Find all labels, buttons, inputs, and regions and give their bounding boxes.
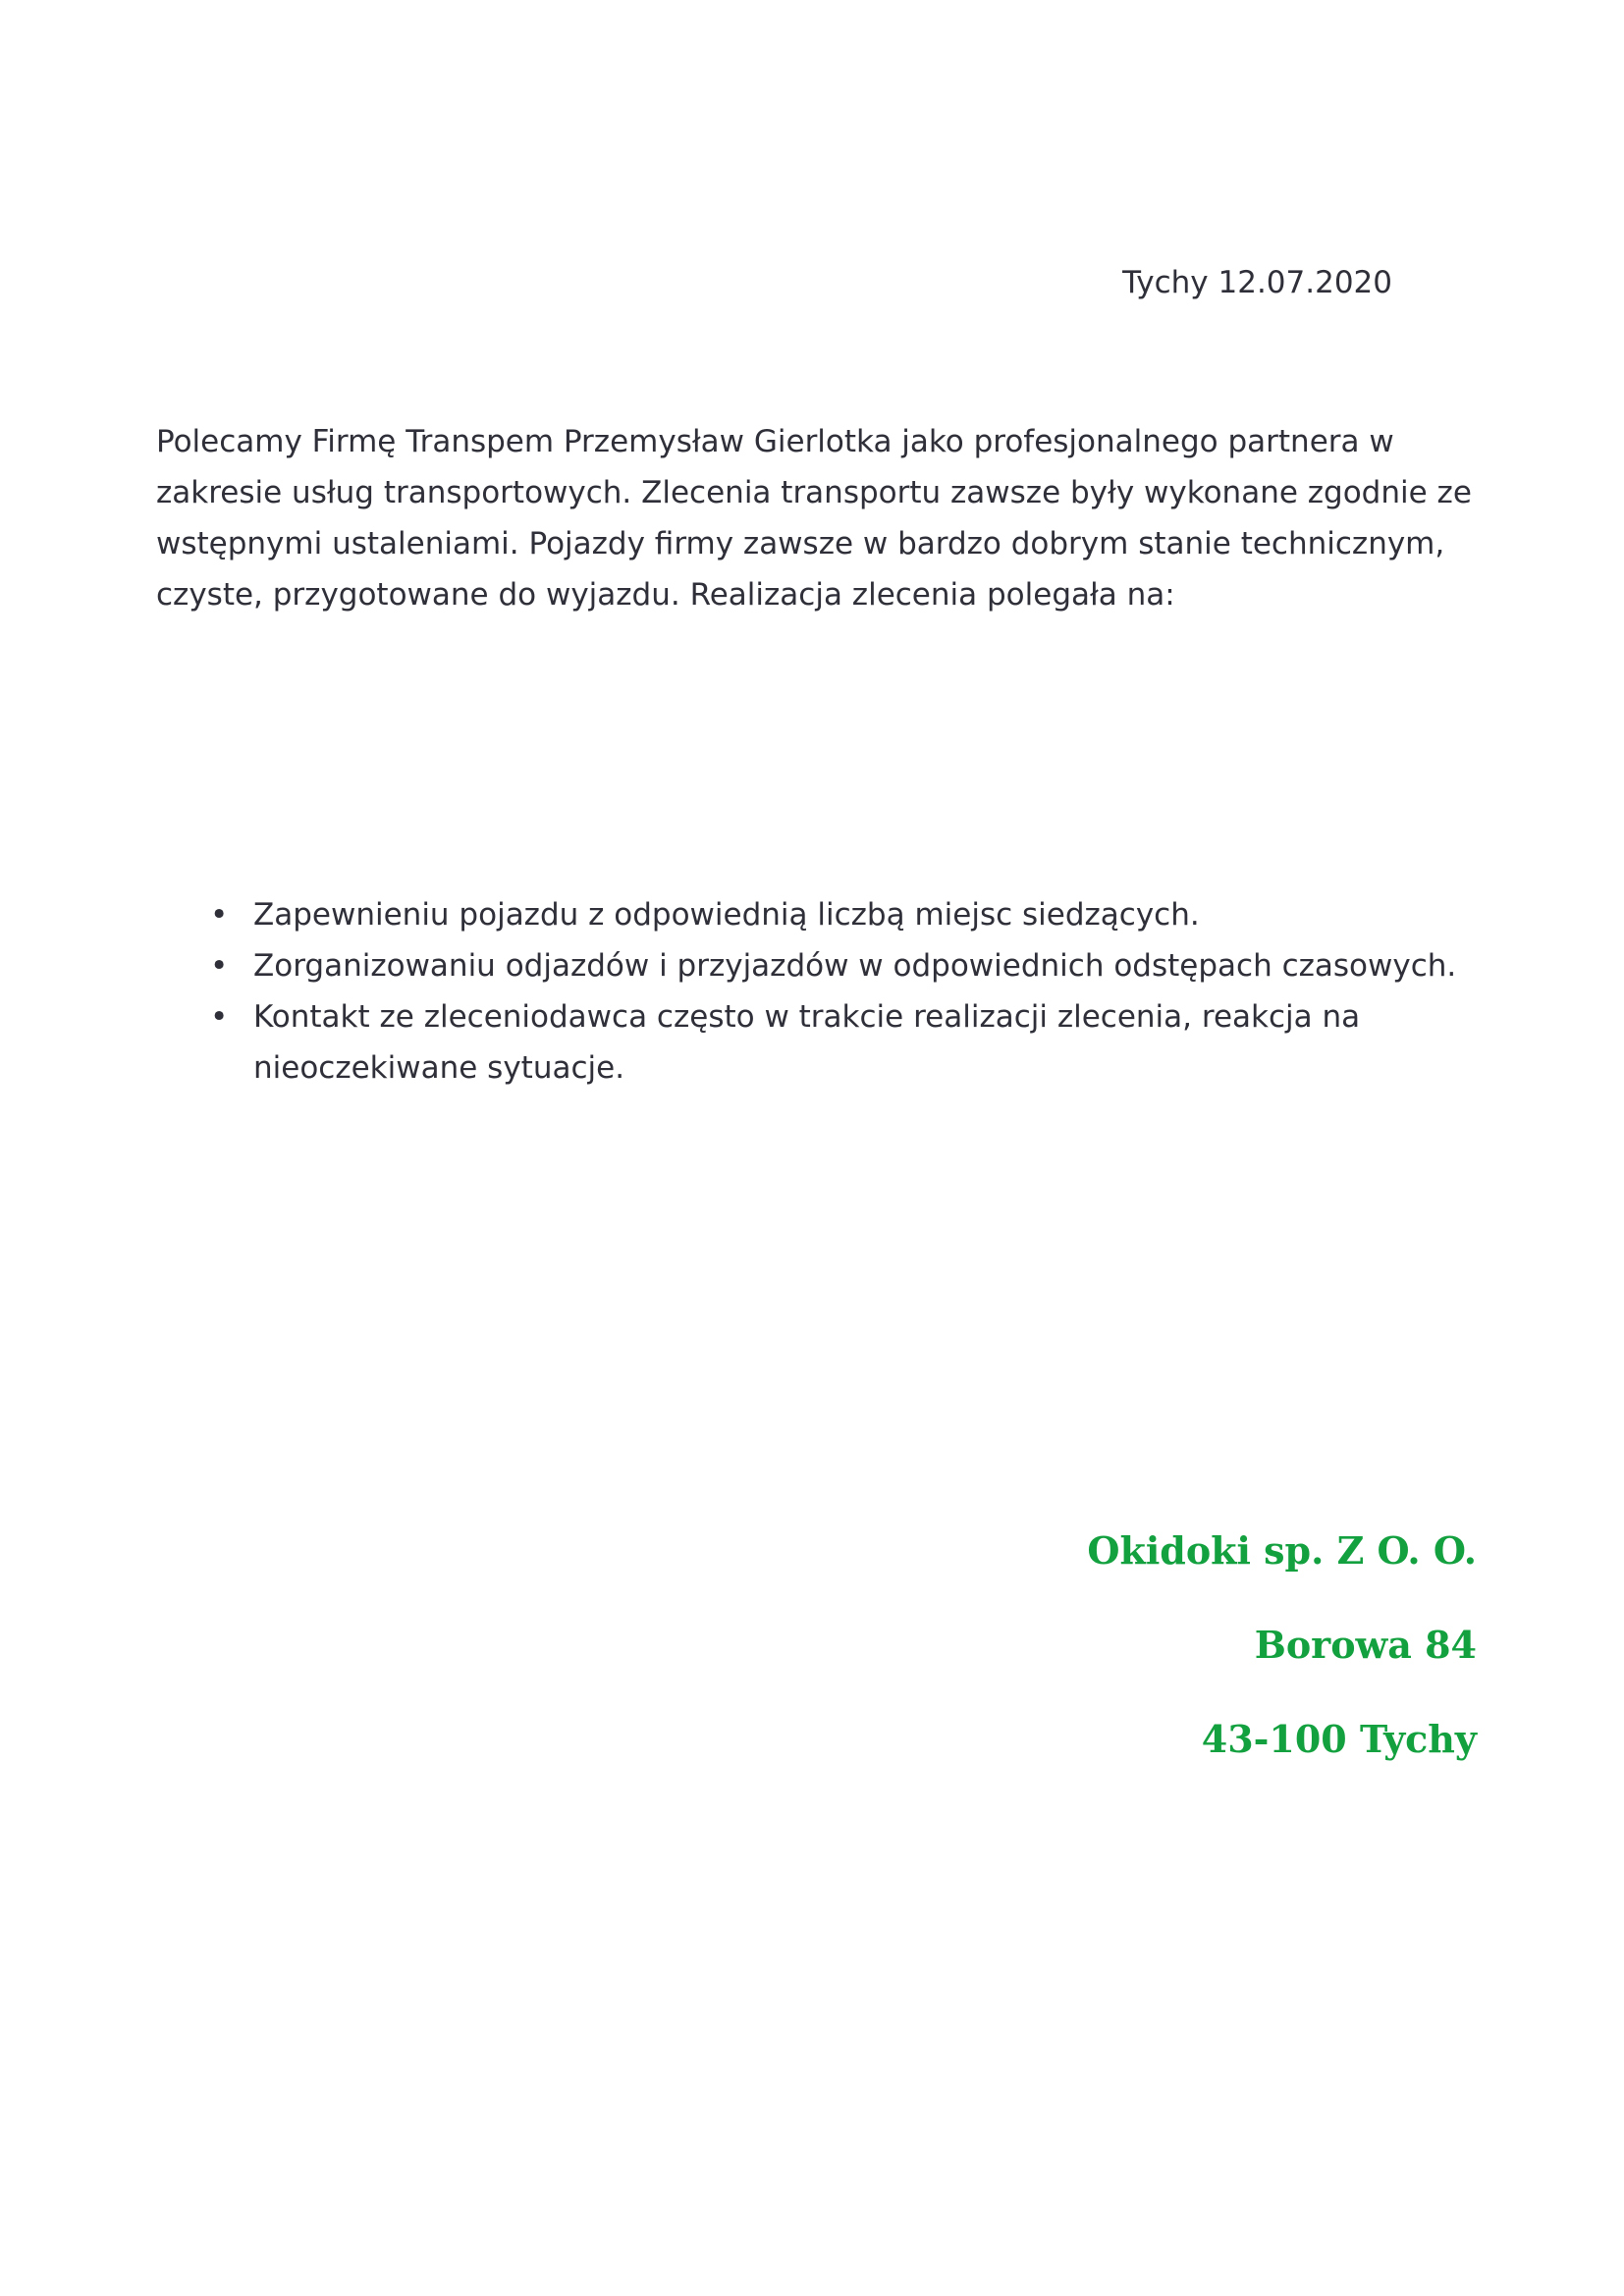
list-item xyxy=(210,991,1490,1094)
list-item xyxy=(210,940,1490,991)
company-city: 43-100 Tychy xyxy=(1201,1717,1477,1761)
bullet-list xyxy=(210,889,1490,1094)
list-item-text: Kontakt ze zleceniodawca często w trakcie realizacji zlecenia, reakcja na nieoczekiwane sytuacje. xyxy=(253,999,1361,1086)
list-item-text: Zapewnieniu pojazdu z odpowiednią liczbą miejsc siedzących. xyxy=(253,897,1200,933)
list-item xyxy=(210,889,1490,940)
list-item-text: Zorganizowaniu odjazdów i przyjazdów w odpowiednich odstępach czasowych. xyxy=(253,948,1457,984)
company-street: Borowa 84 xyxy=(1254,1623,1477,1667)
company-name: Okidoki sp. Z O. O. xyxy=(1087,1528,1477,1573)
company-signature xyxy=(1087,1520,1477,1802)
bullet-marker: • xyxy=(210,999,229,1035)
letter-date: Tychy 12.07.2020 xyxy=(1122,265,1392,300)
bullet-marker: • xyxy=(210,948,229,984)
bullet-marker: • xyxy=(210,897,229,933)
letter-body: Polecamy Firmę Transpem Przemysław Gierlotka jako profesjonalnego partnera w zakresie usług transportowych. Zlecenia transportu zawsze były wykonane zgodnie ze wstępnymi ustaleniami. Pojazdy firmy zawsze w bardzo dobrym stanie technicznym, czyste, przygotowane do wyjazdu. Realizacja zlecenia polegała na: xyxy=(156,424,1472,613)
